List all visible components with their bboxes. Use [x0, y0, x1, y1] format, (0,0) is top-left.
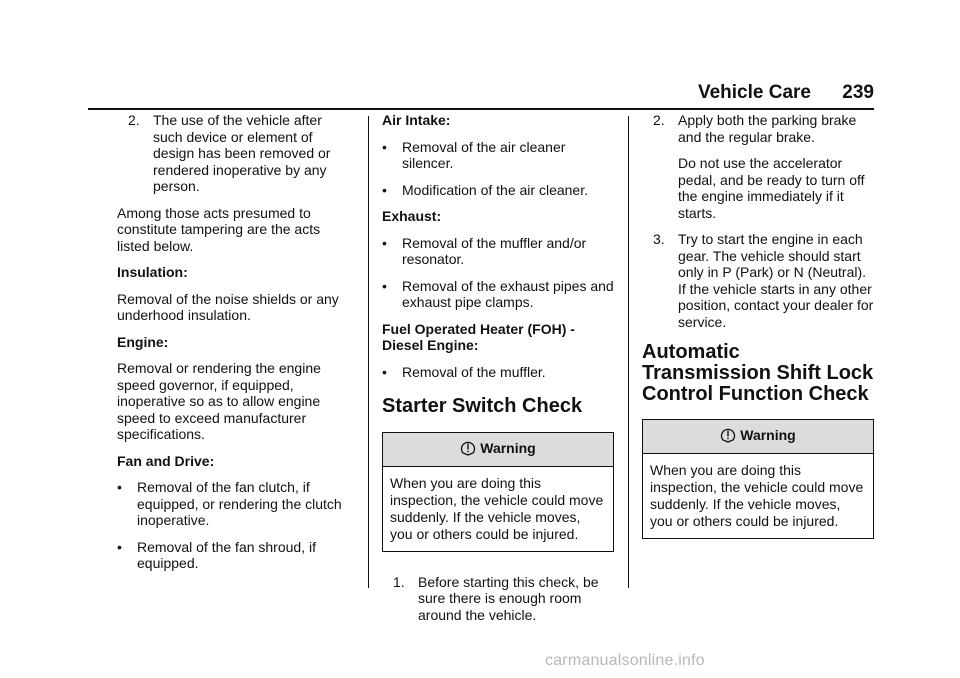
foh-heading: Fuel Operated Heater (FOH) - Diesel Engine: — [382, 320, 575, 353]
column-2 — [382, 112, 614, 633]
bullet-item — [117, 479, 353, 529]
column-divider-2 — [628, 116, 629, 588]
section-title-starter-switch: Starter Switch Check — [382, 395, 583, 417]
warning-header — [643, 420, 873, 454]
page-header — [698, 82, 874, 104]
column-1 — [117, 112, 353, 582]
section-name: Vehicle Care — [697, 82, 812, 103]
warning-title: Warning — [740, 427, 796, 443]
list-item-2 — [117, 112, 353, 195]
section-title-shift-lock: Automatic Transmission Shift Lock Control Function Check — [642, 341, 874, 405]
watermark: carmanualsonline.info — [545, 652, 705, 669]
list-number: 3. — [653, 231, 665, 247]
bullet-item — [382, 364, 614, 381]
warning-text: When you are doing this inspection, the vehicle could move suddenly. If the vehicle moves, you or others could be injured. — [390, 474, 604, 542]
exhaust-heading: Exhaust: — [382, 208, 442, 224]
bullet-text: Removal of the muffler. — [402, 363, 546, 380]
bullet-icon: • — [117, 538, 122, 555]
bullet-icon: • — [382, 138, 387, 155]
bullet-item — [117, 539, 353, 572]
list-text: Try to start the engine in each gear. The vehicle should start only in P (Park) or N (Neutral). If the vehicle starts in any other position, contact your dealer for service. — [678, 231, 874, 330]
list-text: The use of the vehicle after such device or element of design has been removed or rendered inoperative by any person. — [153, 112, 331, 194]
warning-icon — [720, 427, 736, 447]
bullet-item — [382, 278, 614, 311]
step-1 — [382, 574, 614, 624]
bullet-icon: • — [117, 479, 122, 495]
bullet-text: Modification of the air cleaner. — [402, 181, 588, 198]
bullet-icon: • — [382, 363, 387, 380]
step-2-note: Do not use the accelerator pedal, and be ready to turn off the engine immediately if it starts. — [678, 155, 865, 221]
engine-heading: Engine: — [117, 333, 169, 350]
insulation-paragraph: Removal of the noise shields or any underhood insulation. — [117, 290, 339, 323]
warning-icon — [460, 440, 476, 460]
column-3 — [642, 112, 874, 561]
bullet-item — [382, 139, 614, 172]
step-2 — [642, 112, 874, 145]
bullet-text: Removal of the exhaust pipes and exhaust pipe clamps. — [402, 277, 614, 310]
list-text: Before starting this check, be sure there is enough room around the vehicle. — [418, 573, 599, 623]
air-intake-heading: Air Intake: — [382, 112, 451, 128]
column-divider-1 — [368, 116, 369, 588]
bullet-icon: • — [382, 234, 387, 251]
list-number: 1. — [393, 573, 405, 590]
list-text: Apply both the parking brake and the regular brake. — [678, 112, 857, 145]
warning-header — [383, 433, 613, 467]
bullet-text: Removal of the air cleaner silencer. — [402, 138, 566, 171]
warning-title: Warning — [480, 440, 536, 456]
insulation-heading: Insulation: — [117, 264, 188, 280]
engine-paragraph: Removal or rendering the engine speed governor, if equipped, inoperative so as to allow engine speed to exceed manufacturer specifications. — [117, 360, 321, 442]
bullet-icon: • — [382, 181, 387, 198]
warning-box — [642, 419, 874, 539]
list-number: 2. — [653, 112, 665, 128]
bullet-item — [382, 182, 614, 199]
bullet-text: Removal of the muffler and/or resonator. — [402, 234, 587, 267]
bullet-text: Removal of the fan shroud, if equipped. — [137, 538, 316, 571]
bullet-icon: • — [382, 277, 387, 294]
warning-box — [382, 432, 614, 552]
bullet-item — [382, 235, 614, 268]
header-rule — [88, 108, 874, 110]
intro-paragraph: Among those acts presumed to constitute tampering are the acts listed below. — [117, 204, 321, 254]
warning-text: When you are doing this inspection, the vehicle could move suddenly. If the vehicle moves, you or others could be injured. — [650, 461, 864, 529]
fan-heading: Fan and Drive: — [117, 452, 215, 469]
page-number: 239 — [842, 82, 874, 103]
bullet-text: Removal of the fan clutch, if equipped, or rendering the clutch inoperative. — [137, 479, 342, 528]
list-number: 2. — [128, 112, 140, 128]
step-3 — [642, 231, 874, 330]
